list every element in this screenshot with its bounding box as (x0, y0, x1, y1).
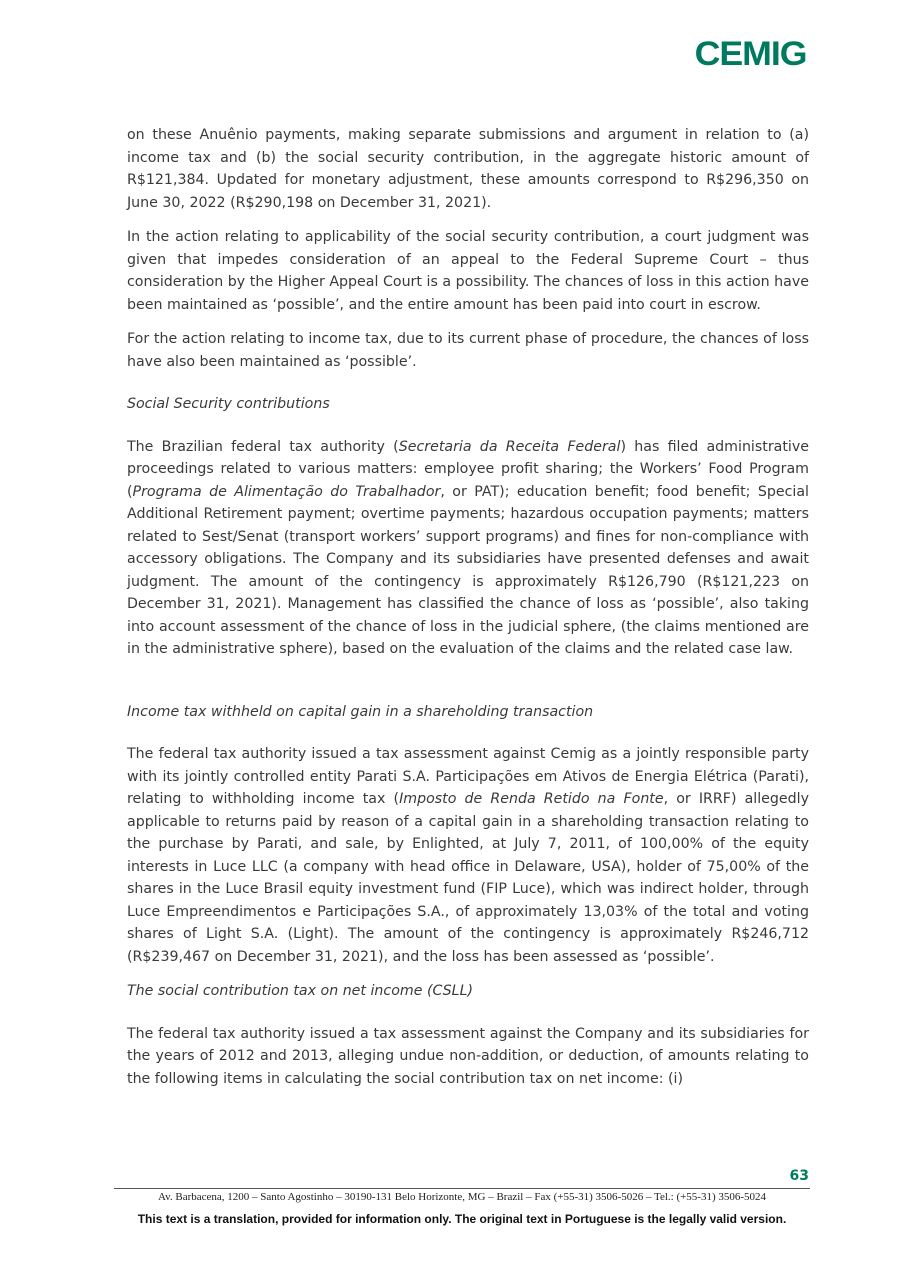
page-number: 63 (789, 1168, 809, 1184)
paragraph-social-security-contributions: The Brazilian federal tax authority (Secretaria da Receita Federal) has filed administrative proceedings related to various matters: employee profit sharing; the Workers’ Food Program (Programa de Alimentação do Trabalhador, or PAT); education benefit; food benefit; Special Additional Retirement payment; overtime payments; hazardous occupation payments; matters related to Sest/Senat (transport workers’ support programs) and fines for non-compliance with accessory obligations. The Company and its subsidiaries have presented defenses and await judgment. The amount of the contingency is approximately R$126,790 (R$121,223 on December 31, 2021). Management has classified the chance of loss as ‘possible’, also taking into account assessment of the chance of loss in the judicial sphere, (the claims mentioned are in the administrative sphere), based on the evaluation of the claims and the related case law. (127, 438, 810, 657)
document-body (127, 124, 809, 1090)
section-heading-income-tax-withheld: Income tax withheld on capital gain in a shareholding transaction (127, 703, 594, 720)
paragraph-income-tax-action: For the action relating to income tax, due to its current phase of procedure, the chances of loss have also been maintained as ‘possible’. (127, 331, 809, 370)
cemig-logo: CEMIG (694, 35, 806, 73)
paragraph-anuenio: on these Anuênio payments, making separate submissions and argument in relation to (a) income tax and (b) the social security contribution, in the aggregate historic amount of R$121,384. Updated for monetary adjustment, these amounts correspond to R$296,350 on June 30, 2022 (R$290,198 on December 31, 2021). (127, 127, 809, 211)
footer-address: Av. Barbacena, 1200 – Santo Agostinho – 30190-131 Belo Horizonte, MG – Brazil – Fax (+55-31) 3506-5026 – Tel.: (+55-31) 3506-5024 (157, 1191, 767, 1203)
footer-disclaimer: This text is a translation, provided for information only. The original text in Portuguese is the legally valid version. (137, 1212, 787, 1226)
footer-divider (114, 1188, 810, 1189)
paragraph-social-security-action: In the action relating to applicability of the social security contribution, a court judgment was given that impedes consideration of an appeal to the Federal Supreme Court – thus consideration by the Higher Appeal Court is a possibility. The chances of loss in this action have been maintained as ‘possible’, and the entire amount has been paid into court in escrow. (127, 229, 809, 313)
paragraph-csll: The federal tax authority issued a tax assessment against the Company and its subsidiaries for the years of 2012 and 2013, alleging undue non-addition, or deduction, of amounts relating to the following items in calculating the social contribution tax on net income: (i) (127, 1025, 809, 1087)
section-heading-csll: The social contribution tax on net income (CSLL) (127, 983, 474, 999)
paragraph-capital-gain: The federal tax authority issued a tax assessment against Cemig as a jointly responsible party with its jointly controlled entity Parati S.A. Participações em Ativos de Energia Elétrica (Parati), relating to withholding income tax (Imposto de Renda Retido na Fonte, or IRRF) allegedly applicable to returns paid by reason of a capital gain in a shareholding transaction relating to the purchase by Parati, and sale, by Enlighted, at July 7, 2011, of 100,00% of the equity interests in Luce LLC (a company with head office in Delaware, USA), holder of 75,00% of the shares in the Luce Brasil equity investment fund (FIP Luce), which was indirect holder, through Luce Empreendimentos e Participações S.A., of approximately 13,03% of the total and voting shares of Light S.A. (Light). The amount of the contingency is approximately R$246,712 (R$239,467 on December 31, 2021), and the loss has been assessed as ‘possible’. (127, 746, 809, 965)
section-heading-social-security: Social Security contributions (127, 396, 330, 412)
